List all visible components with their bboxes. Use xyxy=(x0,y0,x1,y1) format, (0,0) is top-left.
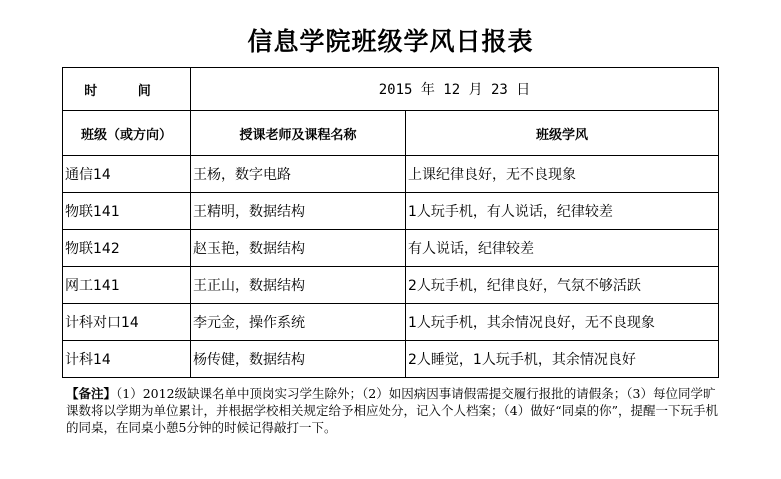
header-teacher-course: 授课老师及课程名称 xyxy=(191,111,406,156)
class-cell: 计科对口14 xyxy=(63,304,191,341)
header-class-style: 班级学风 xyxy=(406,111,719,156)
time-label: 时 间 xyxy=(63,68,191,111)
table-row xyxy=(63,156,719,193)
class-style-cell: 2人玩手机，纪律良好，气氛不够活跃 xyxy=(406,267,719,304)
teacher-course-cell: 李元金，操作系统 xyxy=(191,304,406,341)
class-cell: 计科14 xyxy=(63,341,191,378)
teacher-course-cell: 杨传健，数据结构 xyxy=(191,341,406,378)
teacher-course-cell: 王杨，数字电路 xyxy=(191,156,406,193)
class-style-cell: 1人玩手机，有人说话，纪律较差 xyxy=(406,193,719,230)
header-class: 班级（或方向） xyxy=(63,111,191,156)
remarks-label: 【备注】 xyxy=(66,386,117,401)
table-row xyxy=(63,193,719,230)
table-row xyxy=(63,267,719,304)
class-style-cell: 1人玩手机，其余情况良好，无不良现象 xyxy=(406,304,719,341)
class-cell: 物联142 xyxy=(63,230,191,267)
class-cell: 网工141 xyxy=(63,267,191,304)
class-cell: 通信14 xyxy=(63,156,191,193)
table-row xyxy=(63,230,719,267)
table-row xyxy=(63,304,719,341)
class-style-cell: 上课纪律良好，无不良现象 xyxy=(406,156,719,193)
remarks xyxy=(66,385,722,436)
time-row xyxy=(63,68,719,111)
teacher-course-cell: 王精明，数据结构 xyxy=(191,193,406,230)
remarks-text: （1）2012级缺课名单中顶岗实习学生除外；（2）如因病因事请假需提交履行报批的请假条；（3）每位同学旷课数将以学期为单位累计，并根据学校相关规定给予相应处分，记入个人档案；（4）做好“同桌的你”，提醒一下玩手机的同桌，在同桌小憩5分钟的时候记得敲打一下。 xyxy=(66,386,718,435)
class-style-cell: 有人说话，纪律较差 xyxy=(406,230,719,267)
class-style-cell: 2人睡觉，1人玩手机，其余情况良好 xyxy=(406,341,719,378)
class-cell: 物联141 xyxy=(63,193,191,230)
teacher-course-cell: 王正山，数据结构 xyxy=(191,267,406,304)
report-table xyxy=(62,67,719,378)
report-date: 2015 年 12 月 23 日 xyxy=(191,68,719,111)
report-title: 信息学院班级学风日报表 xyxy=(247,27,534,56)
header-row xyxy=(63,111,719,156)
teacher-course-cell: 赵玉艳，数据结构 xyxy=(191,230,406,267)
table-row xyxy=(63,341,719,378)
